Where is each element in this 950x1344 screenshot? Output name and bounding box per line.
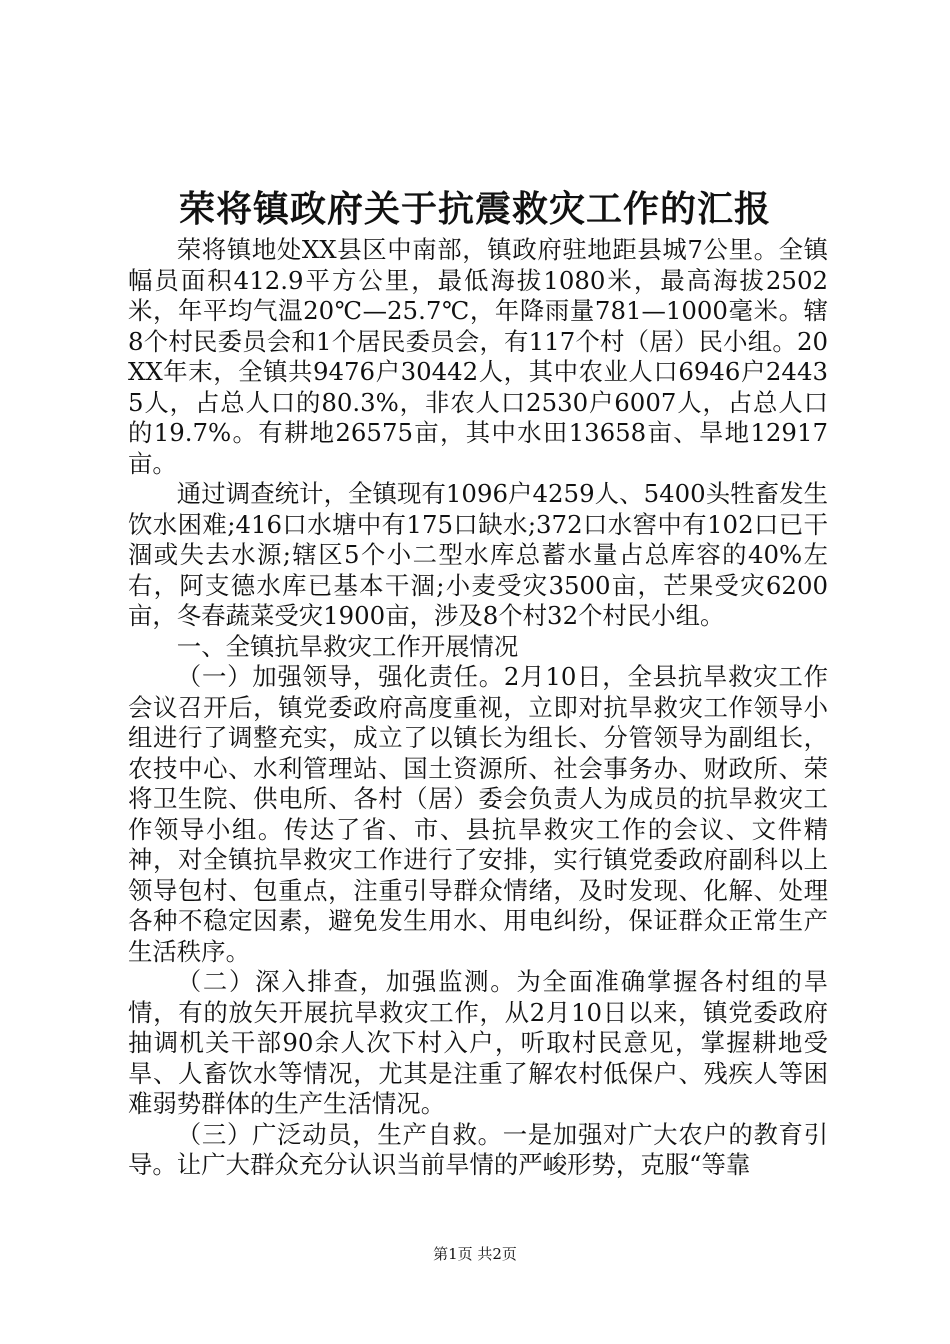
section-heading: 一、全镇抗旱救灾工作开展情况 [176, 631, 519, 661]
paragraph-survey: 通过调查统计，全镇现有1096户4259人、5400头牲畜发生饮水困难;416口水塘中有175口缺水;372口水窖中有102口已干涸或失去水源;辖区5个小二型水库总蓄水量占总库容的40%左右，阿支德水库已基本干涸;小麦受灾3500亩，芒果受灾6200亩，冬春蔬菜受灾1900亩，涉及8个村32个村民小组。 [128, 479, 828, 630]
paragraph-self-help: （三）广泛动员，生产自救。一是加强对广大农户的教育引导。让广大群众充分认识当前旱情的严峻形势，克服“等靠 [128, 1119, 828, 1179]
document-title: 荣将镇政府关于抗震救灾工作的汇报 [178, 188, 771, 230]
page-number: 第1页 共2页 [433, 1245, 517, 1263]
document-body [128, 235, 828, 1181]
paragraph-monitoring: （二）深入排查，加强监测。为全面准确掌握各村组的旱情，有的放矢开展抗旱救灾工作，从2月10日以来，镇党委政府抽调机关干部90余人次下村入户，听取村民意见，掌握耕地受旱、人畜饮水等情况，尤其是注重了解农村低保户、残疾人等困难弱势群体的生产生活情况。 [128, 967, 828, 1118]
paragraph-leadership: （一）加强领导，强化责任。2月10日，全县抗旱救灾工作会议召开后，镇党委政府高度重视，立即对抗旱救灾工作领导小组进行了调整充实，成立了以镇长为组长、分管领导为副组长，农技中心、水利管理站、国土资源所、社会事务办、财政所、荣将卫生院、供电所、各村（居）委会负责人为成员的抗旱救灾工作领导小组。传达了省、市、县抗旱救灾工作的会议、文件精神，对全镇抗旱救灾工作进行了安排，实行镇党委政府副科以上领导包村、包重点，注重引导群众情绪，及时发现、化解、处理各种不稳定因素，避免发生用水、用电纠纷，保证群众正常生产生活秩序。 [128, 662, 828, 966]
paragraph-overview: 荣将镇地处XX县区中南部，镇政府驻地距县城7公里。全镇幅员面积412.9平方公里，最低海拔1080米，最高海拔2502米，年平均气温20℃—25.7℃，年降雨量781—1000毫米。辖8个村民委员会和1个居民委员会，有117个村（居）民小组。20XX年末，全镇共9476户30442人，其中农业人口6946户24435人，占总人口的80.3%，非农人口2530户6007人，占总人口的19.7%。有耕地26575亩，其中水田13658亩、旱地12917亩。 [128, 235, 828, 478]
